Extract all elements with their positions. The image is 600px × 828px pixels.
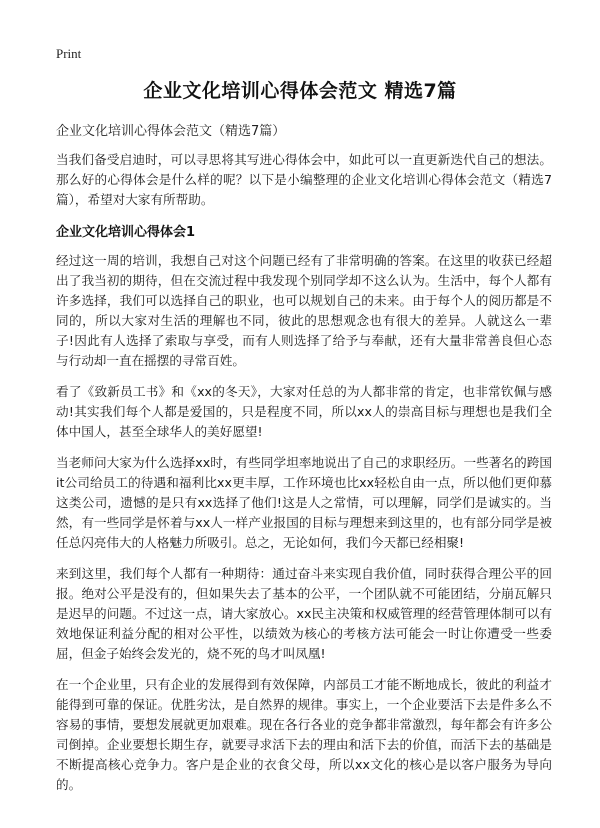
document-subtitle: 企业文化培训心得体会范文（精选7篇）: [56, 124, 286, 139]
body-paragraph: 经过这一周的培训，我想自己对这个问题已经有了非常明确的答案。在这里的收获已经超出了我当初的期待，但在交流过程中我发现个别同学却不这么认为。生活中，每个人都有许多选择，我们可以选择自己的职业，也可以规划自己的未来。由于每个人的阅历都是不同的，所以大家对生活的理解也不同，彼此的思想观念也有很大的差异。人就这么一辈子!因此有人选择了索取与享受，而有人则选择了给予与奉献，还有大量非常善良但心态与行动却一直在摇摆的寻常百姓。: [56, 253, 552, 368]
body-paragraph: 来到这里，我们每个人都有一种期待：通过奋斗来实现自我价值，同时获得合理公平的回报。绝对公平是没有的，但如果失去了基本的公平，一个团队就不可能团结，分崩瓦解只是迟早的问题。不过这一点，请大家放心。xx民主决策和权威管理的经营管理体制可以有效地保证利益分配的相对公平性，以绩效为核心的考核方法可能会一时让你遭受一些委屈，但金子始终会发光的，烧不死的鸟才叫凤凰!: [56, 566, 552, 661]
body-paragraph: 当老师问大家为什么选择xx时，有些同学坦率地说出了自己的求职经历。一些著名的跨国it公司给员工的待遇和福利比xx更丰厚，工作环境也比xx轻松自由一点，所以他们更仰慕这类公司，遗憾的是只有xx选择了他们!这是人之常情，可以理解，同学们是诚实的。当然，有一些同学是怀着与xx人一样产业报国的目标与理想来到这里的，也有部分同学是被任总闪亮伟大的人格魅力所吸引。总之，无论如何，我们今天都已经相聚!: [56, 455, 552, 550]
intro-paragraph: 当我们备受启迪时，可以寻思将其写进心得体会中，如此可以一直更新迭代自己的想法。那么好的心得体会是什么样的呢？以下是小编整理的企业文化培训心得体会范文（精选7篇），希望对大家有所帮助。: [56, 152, 552, 207]
body-paragraph: 在一个企业里，只有企业的发展得到有效保障，内部员工才能不断地成长，彼此的利益才能得到可靠的保证。优胜劣汰，是自然界的规律。事实上，一个企业要活下去是件多么不容易的事情，要想发展就更加艰难。现在各行各业的竞争都非常激烈，每年都会有许多公司倒掉。企业要想长期生存，就要寻求活下去的理由和活下去的价值，而活下去的基础是不断提高核心竞争力。客户是企业的衣食父母，所以xx文化的核心是以客户服务为导向的。: [56, 677, 552, 792]
body-paragraph: 看了《致新员工书》和《xx的冬天》，大家对任总的为人都非常的肯定，也非常钦佩与感动!其实我们每个人都是爱国的，只是程度不同，所以xx人的崇高目标与理想也是我们全体中国人，甚至全球华人的美好愿望!: [56, 384, 552, 439]
section-heading: 企业文化培训心得体会1: [56, 225, 196, 240]
page-title: 企业文化培训心得体会范文 精选7篇: [143, 80, 457, 102]
print-link[interactable]: Print: [56, 46, 82, 61]
article-body: [56, 150, 552, 806]
